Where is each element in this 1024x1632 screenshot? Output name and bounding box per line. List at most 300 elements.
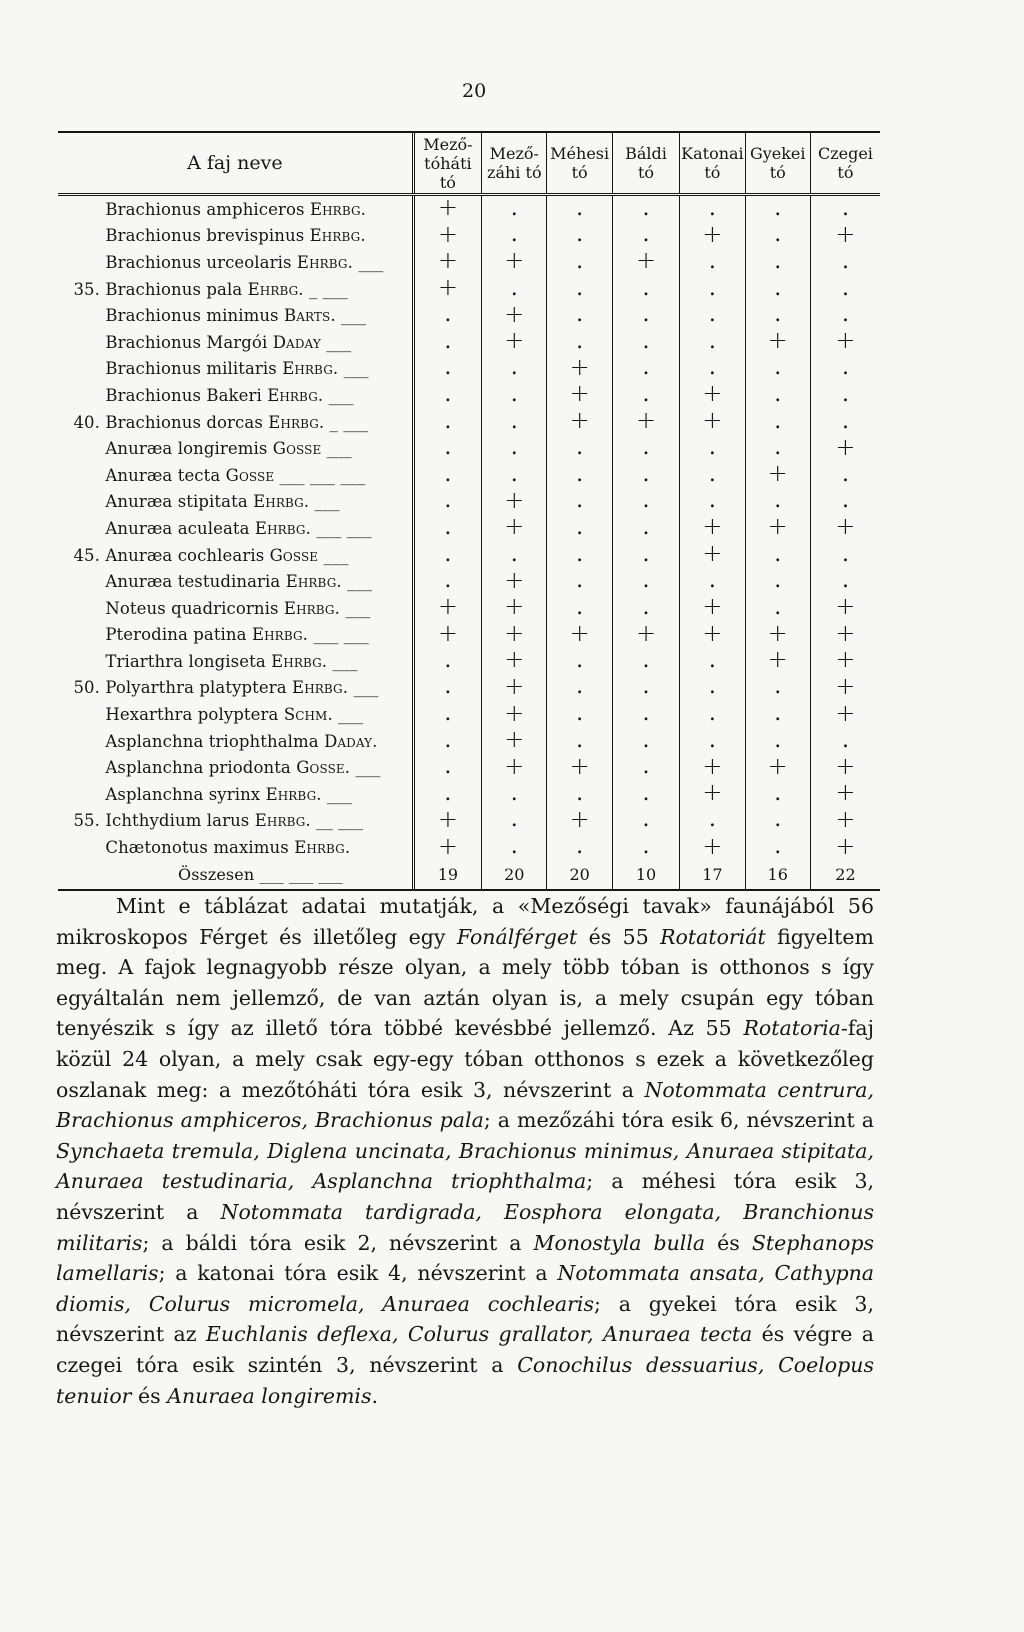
table-cell: . [810, 356, 880, 383]
table-row [58, 489, 880, 516]
table-cell: . [745, 249, 810, 276]
table-cell: + [413, 276, 482, 303]
species-name: Anuræa stipitata [105, 492, 248, 512]
species-author: Gosse. [296, 758, 351, 778]
column-header-lake: Katonai tó [680, 133, 745, 195]
species-name-cell [58, 223, 413, 250]
table-cell: + [680, 754, 745, 781]
leader-dashes: ___ [338, 705, 364, 725]
table-cell: + [547, 754, 612, 781]
table-cell: . [482, 435, 547, 462]
species-name: Brachionus amphiceros [105, 199, 305, 219]
italic-taxon: Rotatoria [743, 1016, 841, 1041]
species-author: Ehrbg. [292, 678, 349, 698]
species-name: Brachionus Margói [105, 332, 268, 352]
table-cell: . [745, 701, 810, 728]
table-row [58, 276, 880, 303]
table-cell: . [413, 728, 482, 755]
table-cell: . [547, 195, 612, 223]
column-header-species: A faj neve [58, 133, 413, 195]
table-cell: . [810, 302, 880, 329]
table-cell: . [413, 435, 482, 462]
paragraph-text: ; a báldi tóra esik 2, névszerint a [142, 1230, 534, 1255]
table-cell: . [612, 489, 679, 516]
table-cell: + [810, 834, 880, 861]
species-name: Brachionus urceolaris [105, 252, 292, 272]
table-cell: . [612, 302, 679, 329]
table-cell: + [745, 515, 810, 542]
species-name: Polyarthra platyptera [105, 678, 287, 698]
species-author: Ehrbg. [254, 518, 311, 538]
table-cell: . [680, 302, 745, 329]
species-author: Schm. [283, 705, 333, 725]
table-cell: + [810, 648, 880, 675]
table-cell: + [810, 754, 880, 781]
table-cell: + [482, 568, 547, 595]
species-name-cell [58, 435, 413, 462]
table-row [58, 648, 880, 675]
table-cell: . [745, 382, 810, 409]
table-cell: . [482, 834, 547, 861]
table-cell: . [413, 542, 482, 569]
table-cell: . [745, 781, 810, 808]
table-cell: . [547, 701, 612, 728]
table-row [58, 409, 880, 436]
table-cell: . [745, 595, 810, 622]
table-cell: . [745, 675, 810, 702]
species-name: Anuræa longiremis [105, 439, 268, 459]
table-row [58, 462, 880, 489]
table-cell: . [547, 834, 612, 861]
species-name: Brachionus brevispinus [105, 226, 305, 246]
table-cell: . [413, 329, 482, 356]
species-name: Anuræa cochlearis [105, 545, 265, 565]
table-cell: 20 [482, 861, 547, 889]
table-cell: . [612, 462, 679, 489]
table-cell: + [413, 808, 482, 835]
species-name-cell [58, 701, 413, 728]
table-cell: + [810, 622, 880, 649]
table-cell: + [680, 382, 745, 409]
table-cell: . [482, 808, 547, 835]
italic-taxon: Stephanops lamellaris [56, 1230, 874, 1286]
table-cell: 16 [745, 861, 810, 889]
table-cell: + [680, 409, 745, 436]
table-cell: . [547, 515, 612, 542]
total-label: Összesen [178, 865, 255, 885]
table-row [58, 515, 880, 542]
species-name: Ichthydium larus [105, 811, 250, 831]
species-name-cell [58, 195, 413, 223]
table-cell: . [547, 302, 612, 329]
species-name: Pterodina patina [105, 625, 247, 645]
species-author: Ehrbg. [251, 625, 308, 645]
table-cell: . [810, 568, 880, 595]
leader-dashes: ___ [358, 252, 384, 272]
table-row [58, 195, 880, 223]
table-cell: . [745, 276, 810, 303]
table-cell: . [680, 276, 745, 303]
paragraph-text: ; a katonai tóra esik 4, névszerint a [158, 1261, 558, 1286]
table-cell: . [482, 542, 547, 569]
table-cell: . [413, 648, 482, 675]
table-cell: . [547, 462, 612, 489]
table-row [58, 808, 880, 835]
species-name: Asplanchna syrinx [105, 784, 261, 804]
table-row [58, 622, 880, 649]
table-cell: . [547, 276, 612, 303]
table-cell: . [612, 542, 679, 569]
species-name-cell [58, 728, 413, 755]
species-author: Ehrbg. [253, 492, 310, 512]
species-name: Noteus quadricornis [105, 598, 279, 618]
table-cell: . [810, 276, 880, 303]
leader-dashes: ___ ___ ___ [279, 465, 366, 485]
table-cell: + [745, 754, 810, 781]
table-cell: . [745, 568, 810, 595]
species-author: Daday. [324, 731, 378, 751]
table-cell: . [612, 781, 679, 808]
table-cell: . [680, 568, 745, 595]
table-cell: . [482, 195, 547, 223]
row-number: 50. [73, 678, 100, 698]
table-cell: . [547, 249, 612, 276]
table-cell: . [413, 489, 482, 516]
species-name-cell [58, 329, 413, 356]
table-cell: . [810, 249, 880, 276]
paragraph-text: figyeltem meg. A fajok legnagyobb része olyan, a mely több tóban is otthonos s így egyáltalán nem jellemző, de van aztán olyan is, a mely csupán egy tóban tenyészik s így az illető tóra többé kevésbbé jellemző. Az 55 [56, 924, 874, 1041]
species-name-cell [58, 568, 413, 595]
table-cell: . [413, 302, 482, 329]
leader-dashes: ___ [343, 359, 369, 379]
species-author: Gosse [272, 439, 322, 459]
species-author: Ehrbg. [309, 226, 366, 246]
column-header-lake: Czegei tó [810, 133, 880, 195]
species-name: Hexarthra polyptera [105, 705, 279, 725]
table-cell: + [482, 648, 547, 675]
italic-taxon: Fonálférget [456, 924, 578, 949]
table-cell: . [745, 435, 810, 462]
leader-dashes: ___ [326, 332, 352, 352]
table-row [58, 595, 880, 622]
species-author: Ehrbg. [285, 572, 342, 592]
table-cell: + [810, 701, 880, 728]
table-cell: . [547, 542, 612, 569]
species-name: Brachionus militaris [105, 359, 277, 379]
table-cell: + [612, 622, 679, 649]
leader-dashes: ___ [326, 439, 352, 459]
paragraph-text: -faj közül 24 olyan, a mely csak egy-egy tóban otthonos s ezek a következőleg oszlanak meg: a mezőtóháti tóra esik 3, névszerint a [56, 1016, 874, 1102]
table-cell: . [680, 701, 745, 728]
table-cell: + [680, 834, 745, 861]
italic-taxon: Notommata ansata, Cathypna diomis, Colurus micromela, Anuraea cochlearis [56, 1261, 874, 1316]
table-cell: 20 [547, 861, 612, 889]
table-cell: . [612, 195, 679, 223]
column-header-lake: Gyekei tó [745, 133, 810, 195]
table-cell: . [745, 409, 810, 436]
row-number: 35. [73, 279, 100, 299]
leader-dashes: ___ [314, 492, 340, 512]
table-cell: + [745, 622, 810, 649]
table-row [58, 435, 880, 462]
table-cell: + [482, 302, 547, 329]
table-cell: . [482, 382, 547, 409]
species-name: Chætonotus maximus [105, 838, 289, 858]
species-name-cell [58, 302, 413, 329]
leader-dashes: __ ___ [316, 811, 364, 831]
species-name: Asplanchna priodonta [105, 758, 291, 778]
table-cell: . [680, 462, 745, 489]
table-cell: + [680, 542, 745, 569]
table-cell: . [612, 276, 679, 303]
table-cell: . [745, 489, 810, 516]
table-cell: . [810, 382, 880, 409]
table-row [58, 754, 880, 781]
table-cell: . [680, 435, 745, 462]
species-author: Ehrbg. [247, 279, 304, 299]
table-cell: + [547, 356, 612, 383]
table-cell: + [547, 622, 612, 649]
table-cell: . [810, 195, 880, 223]
table-cell: + [413, 595, 482, 622]
table-cell: . [680, 675, 745, 702]
species-name-cell [58, 781, 413, 808]
table-cell: + [413, 622, 482, 649]
table-cell: . [482, 462, 547, 489]
table-cell: . [612, 728, 679, 755]
table-row [58, 329, 880, 356]
leader-dashes: ___ [341, 306, 367, 326]
table-cell: . [547, 648, 612, 675]
table-cell: + [680, 595, 745, 622]
table-cell: + [612, 249, 679, 276]
species-name-cell [58, 648, 413, 675]
paragraph-text: ; a gyekei tóra esik 3, névszerint az [56, 1291, 874, 1347]
table-cell: + [810, 808, 880, 835]
italic-taxon: Synchaeta tremula, Diglena uncinata, Brachionus minimus, Anuraea stipitata, Anuraea testudinaria, Asplanchna triophthalma [56, 1138, 874, 1194]
table-cell: . [810, 462, 880, 489]
paragraph-text: és [705, 1230, 752, 1255]
leader-dashes: ___ [332, 651, 358, 671]
table-cell: + [810, 515, 880, 542]
leader-dashes: _ ___ [309, 279, 348, 299]
species-author: Gosse [225, 465, 275, 485]
table-cell: . [745, 356, 810, 383]
table-cell: . [612, 834, 679, 861]
table-cell: + [810, 781, 880, 808]
table-cell: . [680, 489, 745, 516]
species-name-cell [58, 409, 413, 436]
species-name-cell [58, 276, 413, 303]
table-cell: + [810, 595, 880, 622]
species-author: Ehrbg. [309, 199, 366, 219]
italic-taxon: Conochilus dessuarius, Coelopus tenuior [56, 1352, 874, 1408]
species-author: Ehrbg. [296, 252, 353, 272]
paragraph-text: . [371, 1383, 379, 1408]
table-cell: + [547, 382, 612, 409]
table-cell: 19 [413, 861, 482, 889]
table-cell: + [482, 728, 547, 755]
table-cell: . [680, 648, 745, 675]
total-row [58, 861, 880, 889]
species-name-cell [58, 249, 413, 276]
table-cell: . [612, 675, 679, 702]
table-cell: + [547, 409, 612, 436]
table-cell: . [413, 568, 482, 595]
species-name-cell [58, 515, 413, 542]
table-cell: + [745, 462, 810, 489]
table-cell: 17 [680, 861, 745, 889]
row-number: 55. [73, 811, 100, 831]
species-table [58, 131, 880, 891]
table-cell: . [612, 382, 679, 409]
paragraph-text: és [131, 1383, 168, 1408]
table-cell: . [745, 542, 810, 569]
species-author: Ehrbg. [283, 598, 340, 618]
table-cell: . [745, 302, 810, 329]
table-cell: . [612, 223, 679, 250]
table-cell: + [547, 808, 612, 835]
table-cell: . [547, 728, 612, 755]
species-name-cell [58, 808, 413, 835]
table-row [58, 356, 880, 383]
species-author: Ehrbg. [265, 784, 322, 804]
column-header-lake: Méhesi tó [547, 133, 612, 195]
table-cell: . [413, 382, 482, 409]
table-cell: . [482, 356, 547, 383]
column-header-lake: Mező- tóháti tó [413, 133, 482, 195]
column-header-lake: Báldi tó [612, 133, 679, 195]
table-cell: + [612, 409, 679, 436]
table-row [58, 568, 880, 595]
table-cell: + [680, 223, 745, 250]
table-body [58, 195, 880, 889]
leader-dashes: ___ [326, 784, 353, 804]
table-cell: . [680, 808, 745, 835]
table-cell: . [547, 489, 612, 516]
table-cell: . [810, 409, 880, 436]
table-cell: + [482, 329, 547, 356]
table-row [58, 542, 880, 569]
table-cell: + [745, 329, 810, 356]
table-cell: . [745, 195, 810, 223]
paragraph-text: és 55 [577, 924, 661, 949]
leader-dashes: ___ [323, 545, 349, 565]
table-cell: + [482, 515, 547, 542]
table-cell: + [482, 489, 547, 516]
table-cell: + [810, 435, 880, 462]
table-cell: . [680, 356, 745, 383]
table-cell: + [413, 223, 482, 250]
italic-taxon: Monostyla bulla [533, 1230, 706, 1255]
table-cell: . [413, 781, 482, 808]
table-cell: . [482, 409, 547, 436]
leader-dashes: ___ [353, 678, 379, 698]
species-author: Ehrbg. [271, 651, 328, 671]
table-cell: + [413, 834, 482, 861]
table-cell: + [680, 781, 745, 808]
leader-dashes: ___ [345, 598, 371, 618]
table-row [58, 834, 880, 861]
species-name: Anuræa testudinaria [105, 572, 281, 592]
paragraph-text: ; a méhesi tóra esik 3, névszerint a [56, 1169, 875, 1224]
species-name-cell [58, 595, 413, 622]
italic-taxon: Notommata tardigrada, Eosphora elongata, Branchionus militaris [56, 1199, 874, 1255]
italic-taxon: Rotatoriát [660, 924, 766, 949]
table-cell: + [745, 648, 810, 675]
table-header-row [58, 133, 880, 195]
table-cell: + [810, 329, 880, 356]
table-cell: + [810, 675, 880, 702]
table-row [58, 249, 880, 276]
table-cell: 22 [810, 861, 880, 889]
table-cell: . [612, 329, 679, 356]
table-cell: + [810, 223, 880, 250]
table-cell: 10 [612, 861, 679, 889]
table-row [58, 728, 880, 755]
species-name: Brachionus minimus [105, 306, 279, 326]
paragraph-text: ; a mezőzáhi tóra esik 6, névszerint a [483, 1108, 874, 1133]
paragraph-text: Mint e táblázat adatai mutatják, a «Mezőségi tavak» faunájából 56 mikroskopos Férget és illetőleg egy [56, 894, 874, 949]
table-row [58, 675, 880, 702]
table-cell: . [547, 675, 612, 702]
table-cell: . [547, 435, 612, 462]
species-name-cell [58, 489, 413, 516]
species-name-cell [58, 622, 413, 649]
table-cell: . [745, 728, 810, 755]
species-author: Ehrbg. [282, 359, 339, 379]
table-cell: + [413, 249, 482, 276]
table-cell: + [482, 595, 547, 622]
species-author: Ehrbg. [254, 811, 311, 831]
table-cell: . [810, 542, 880, 569]
table-cell: . [680, 249, 745, 276]
table-row [58, 382, 880, 409]
body-paragraph [56, 891, 874, 1411]
leader-dashes: ___ [347, 572, 373, 592]
table-cell: . [413, 409, 482, 436]
table-cell: . [612, 515, 679, 542]
leader-dashes: ___ ___ ___ [259, 865, 343, 885]
table-cell: . [680, 195, 745, 223]
table-cell: + [680, 622, 745, 649]
italic-taxon: Notommata centrura, Brachionus amphiceros, Brachionus pala [56, 1077, 875, 1133]
table-cell: . [547, 595, 612, 622]
table-cell: . [413, 356, 482, 383]
species-author: Ehrbg. [268, 412, 325, 432]
species-name-cell [58, 542, 413, 569]
species-name: Asplanchna triophthalma [105, 731, 319, 751]
leader-dashes: _ ___ [329, 412, 369, 432]
species-name: Brachionus pala [105, 279, 243, 299]
table-cell: . [547, 223, 612, 250]
table-cell: . [745, 834, 810, 861]
table-row [58, 701, 880, 728]
table-cell: + [482, 622, 547, 649]
species-name-cell [58, 356, 413, 383]
table-cell: . [547, 568, 612, 595]
species-name-cell [58, 675, 413, 702]
table-cell: . [413, 701, 482, 728]
table-cell: . [745, 223, 810, 250]
table-cell: . [413, 515, 482, 542]
species-author: Ehrbg. [267, 385, 324, 405]
table-cell: . [547, 781, 612, 808]
row-number: 40. [73, 412, 100, 432]
table-cell: . [612, 808, 679, 835]
table-cell: . [745, 808, 810, 835]
table-cell: + [482, 754, 547, 781]
